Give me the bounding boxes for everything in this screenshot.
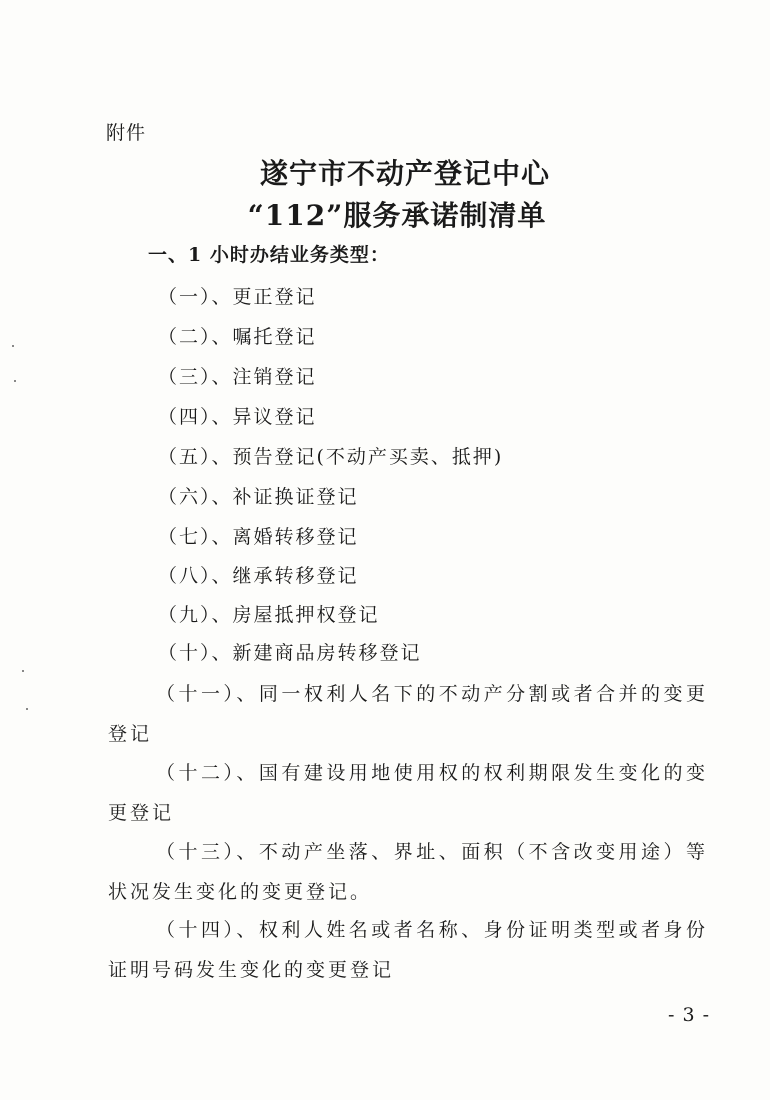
scan-speck <box>22 670 24 672</box>
attachment-label: 附件 <box>106 122 147 144</box>
scan-speck <box>12 345 14 347</box>
section-heading: 一、1 小时办结业务类型： <box>148 244 390 266</box>
paragraph: （十四）、权利人姓名或者名称、身份证明类型或者身份证明号码发生变化的变更登记 <box>108 919 708 981</box>
document-title-line-1: 遂宁市不动产登记中心 <box>259 157 550 190</box>
list-item: （四）、异议登记 <box>158 406 317 428</box>
scan-speck <box>14 380 16 382</box>
list-item: （九）、房屋抵押权登记 <box>158 604 380 626</box>
list-item: （七）、离婚转移登记 <box>158 526 359 548</box>
list-item: （二）、嘱托登记 <box>158 326 317 348</box>
scan-speck <box>26 708 28 710</box>
list-item: （六）、补证换证登记 <box>158 486 359 508</box>
page-number: - 3 - <box>668 1004 711 1026</box>
paragraph: （十一）、同一权利人名下的不动产分割或者合并的变更登记 <box>108 683 708 745</box>
list-item: （一）、更正登记 <box>158 286 317 308</box>
list-item: （八）、继承转移登记 <box>158 565 359 587</box>
paragraph: （十二）、国有建设用地使用权的权利期限发生变化的变更登记 <box>108 762 708 824</box>
paragraph: （十三）、不动产坐落、界址、面积（不含改变用途）等状况发生变化的变更登记。 <box>108 841 708 903</box>
document-title-line-2: “112”服务承诺制清单 <box>247 199 547 232</box>
list-item: （三）、注销登记 <box>158 366 317 388</box>
list-item: （五）、预告登记(不动产买卖、抵押) <box>158 446 504 468</box>
list-item: （十）、新建商品房转移登记 <box>158 642 422 664</box>
